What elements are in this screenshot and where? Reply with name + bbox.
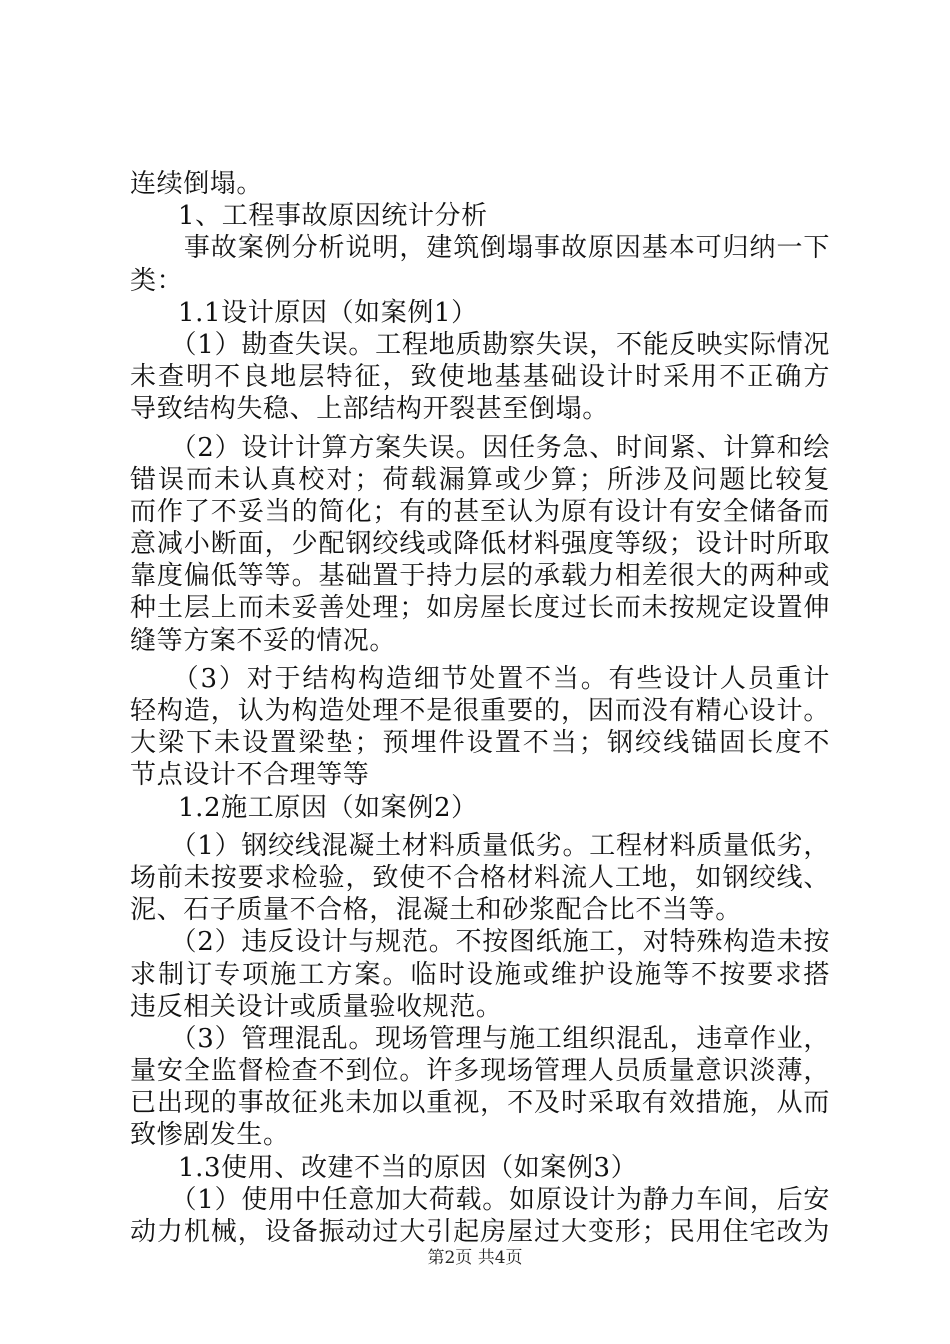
text-line: 动力机械，设备振动过大引起房屋过大变形；民用住宅改为 — [130, 1217, 830, 1247]
text-line: 已出现的事故征兆未加以重视，不及时采取有效措施，从而 — [130, 1088, 830, 1119]
text-line: 靠度偏低等等。基础置于持力层的承载力相差很大的两种或 — [130, 561, 830, 592]
text-line: 导致结构失稳、上部结构开裂甚至倒塌。 — [130, 394, 609, 425]
section-heading: 1.1设计原因（如案例1） — [178, 297, 478, 328]
text-line: 而作了不妥当的简化；有的甚至认为原有设计有安全储备而 — [130, 496, 830, 527]
text-line: 场前未按要求检验，致使不合格材料流人工地，如钢绞线、 — [130, 862, 830, 893]
section-heading: 1.3使用、改建不当的原因（如案例3） — [178, 1152, 638, 1183]
section-heading: 1、工程事故原因统计分析 — [178, 201, 488, 232]
text-line: （1）钢绞线混凝土材料质量低劣。工程材料质量低劣， — [183, 830, 830, 861]
text-line: 大梁下未设置梁垫；预埋件设置不当；钢绞线锚固长度不 — [130, 728, 830, 759]
text-line: （2）设计计算方案失误。因任务急、时间紧、计算和绘 — [183, 432, 830, 463]
text-line: （3）管理混乱。现场管理与施工组织混乱，违章作业， — [183, 1023, 830, 1054]
text-line: 求制订专项施工方案。临时设施或维护设施等不按要求搭 — [130, 959, 830, 990]
text-line: 意减小断面，少配钢绞线或降低材料强度等级；设计时所取 — [130, 529, 830, 560]
text-line: （1）使用中任意加大荷载。如原设计为静力车间，后安 — [183, 1184, 830, 1215]
section-heading: 1.2施工原因（如案例2） — [178, 792, 478, 823]
text-line: 违反相关设计或质量验收规范。 — [130, 991, 503, 1022]
page-footer: 第2页 共4页 — [427, 1248, 523, 1268]
text-line: 事故案例分析说明，建筑倒塌事故原因基本可归纳一下 — [183, 233, 830, 264]
text-line: 错误而未认真校对；荷载漏算或少算；所涉及问题比较复 — [130, 464, 830, 495]
text-line: 量安全监督检查不到位。许多现场管理人员质量意识淡薄， — [130, 1056, 830, 1087]
text-line: 泥、石子质量不合格，混凝土和砂浆配合比不当等。 — [130, 895, 742, 926]
text-line: 致惨剧发生。 — [130, 1120, 290, 1151]
text-line: （1）勘查失误。工程地质勘察失误，不能反映实际情况 — [183, 329, 830, 360]
text-line: 轻构造，认为构造处理不是很重要的，因而没有精心设计。 — [130, 696, 830, 726]
text-line: 类： — [130, 265, 184, 296]
text-line: 种土层上而未妥善处理；如房屋长度过长而未按规定设置伸 — [130, 593, 830, 624]
document-body — [130, 168, 830, 1248]
text-line: （3）对于结构构造细节处置不当。有些设计人员重计 — [185, 663, 830, 694]
text-line: 未查明不良地层特征，致使地基基础设计时采用不正确方 — [130, 362, 830, 393]
text-line: 连续倒塌。 — [130, 169, 264, 199]
text-line: （2）违反设计与规范。不按图纸施工，对特殊构造未按 — [183, 927, 830, 958]
text-line: 缝等方案不妥的情况。 — [130, 625, 397, 656]
text-line: 节点设计不合理等等 — [130, 760, 370, 791]
